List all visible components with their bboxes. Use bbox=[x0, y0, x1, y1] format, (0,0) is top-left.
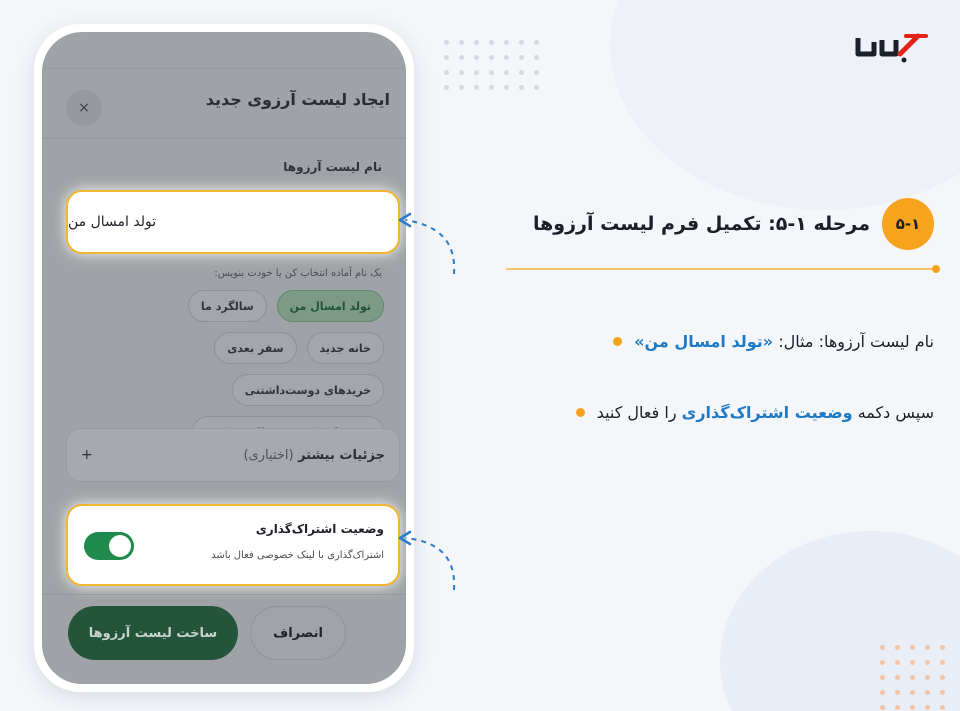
name-hint: یک نام آماده انتخاب کن یا خودت بنویس: bbox=[214, 268, 382, 279]
toggle-knob bbox=[109, 535, 131, 557]
guide-bullet bbox=[576, 403, 934, 422]
plus-icon: + bbox=[81, 447, 93, 463]
arrow-icon bbox=[396, 524, 466, 596]
divider bbox=[42, 138, 406, 139]
close-icon: × bbox=[78, 100, 90, 116]
divider bbox=[42, 594, 406, 595]
chip-next-trip[interactable]: سفر بعدی bbox=[214, 332, 296, 364]
more-details-label bbox=[243, 448, 385, 463]
wishlist-name-value: تولد امسال من bbox=[68, 214, 157, 230]
divider bbox=[42, 68, 406, 69]
divider bbox=[506, 268, 936, 270]
step-header bbox=[533, 198, 934, 250]
arrow-icon bbox=[396, 208, 466, 280]
cancel-button[interactable]: انصراف bbox=[250, 606, 346, 660]
phone-mockup bbox=[34, 24, 414, 692]
more-details-title: جزئیات بیشتر bbox=[298, 447, 385, 463]
dot-pattern bbox=[880, 645, 945, 710]
chip-anniversary[interactable]: سالگرد ما bbox=[188, 290, 267, 322]
bullet-highlight: وضعیت اشتراک‌گذاری bbox=[681, 403, 853, 422]
guide-bullet bbox=[613, 332, 934, 351]
chip-favorite-purchases[interactable]: خریدهای دوست‌داشتنی bbox=[232, 374, 384, 406]
bullet-highlight: «تولد امسال من» bbox=[634, 332, 774, 351]
optional-label: (اختیاری) bbox=[243, 447, 294, 463]
chip-new-home[interactable]: خانه جدید bbox=[307, 332, 384, 364]
share-status-subtitle: اشتراک‌گذاری با لینک خصوصی فعال باشد bbox=[211, 550, 384, 561]
name-field-label: نام لیست آرزوها bbox=[283, 160, 382, 174]
step-badge: ۵-۱ bbox=[882, 198, 934, 250]
close-button[interactable] bbox=[66, 90, 102, 126]
phone-screen bbox=[42, 32, 406, 684]
bullet-dot bbox=[576, 408, 585, 417]
share-toggle[interactable] bbox=[84, 532, 134, 560]
chip-birthday[interactable]: تولد امسال من bbox=[277, 290, 384, 322]
bullet-text bbox=[634, 332, 934, 351]
step-title: مرحله ۱-۵: تکمیل فرم لیست آرزوها bbox=[532, 213, 870, 235]
create-wishlist-button[interactable]: ساخت لیست آرزوها bbox=[68, 606, 238, 660]
bullet-prefix: سپس دکمه bbox=[857, 403, 934, 422]
bullet-text bbox=[597, 403, 934, 422]
wishlist-name-input[interactable] bbox=[66, 190, 400, 254]
bullet-prefix: نام لیست آرزوها: مثال: bbox=[778, 332, 934, 351]
name-suggestions bbox=[124, 290, 384, 448]
modal-title: ایجاد لیست آرزوی جدید bbox=[205, 90, 390, 109]
share-status-card bbox=[66, 504, 400, 586]
share-status-title: وضعیت اشتراک‌گذاری bbox=[255, 522, 384, 536]
bullet-dot bbox=[613, 337, 622, 346]
bullet-suffix: را فعال کنید bbox=[596, 403, 677, 422]
dot-pattern bbox=[444, 40, 539, 90]
more-details-toggle[interactable] bbox=[66, 428, 400, 482]
brand-logo bbox=[854, 30, 934, 64]
divider-dot bbox=[932, 265, 940, 273]
